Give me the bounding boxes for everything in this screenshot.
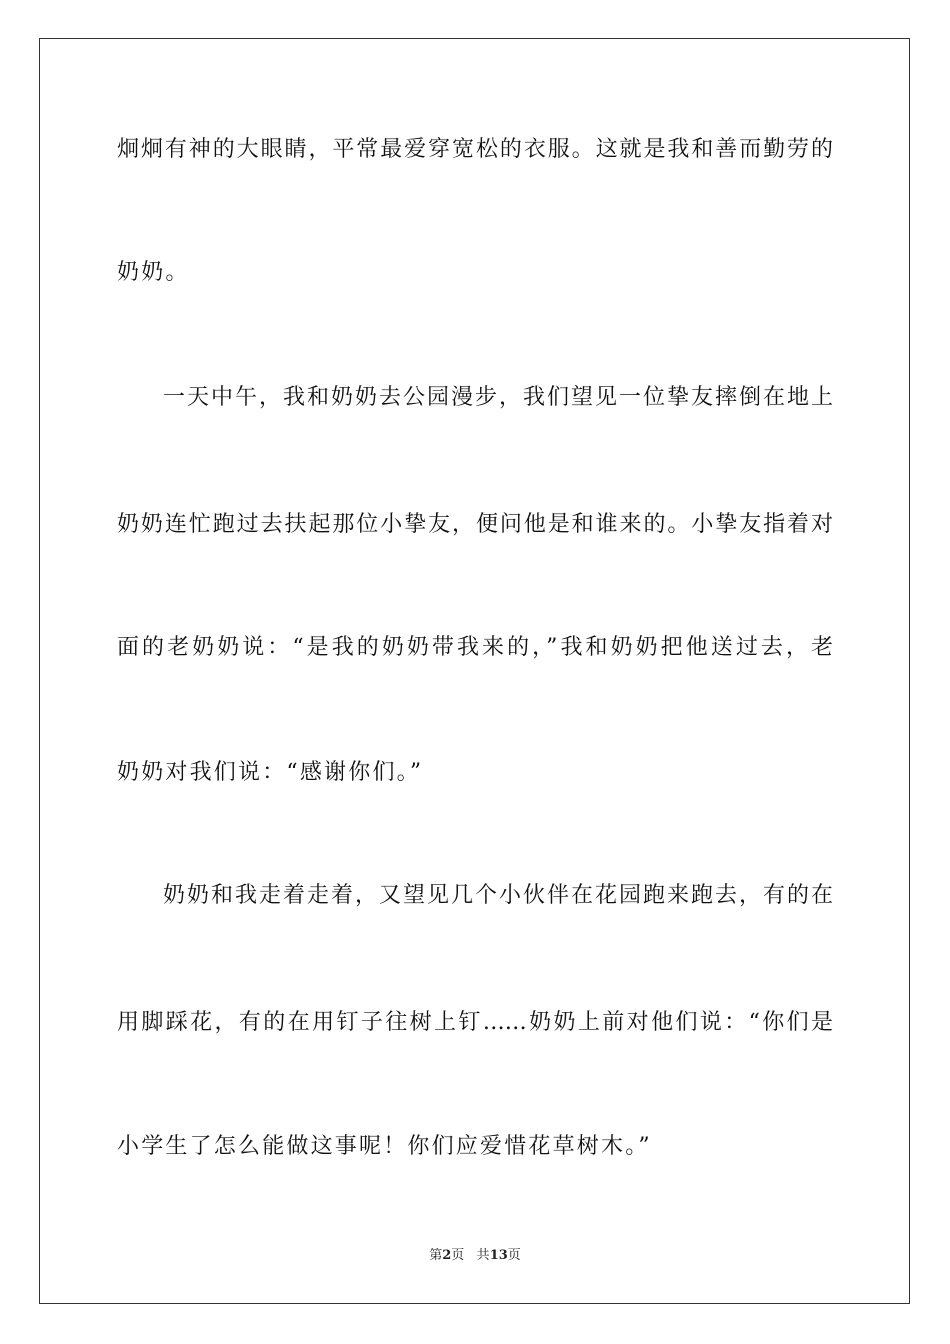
page-border [39,38,910,1304]
page-suffix: 页 [451,1248,465,1263]
paragraph-line: 奶奶连忙跑过去扶起那位小挚友，便问他是和谁来的。小挚友指着对 [117,512,833,537]
page-footer [0,1246,950,1266]
total-pages: 13 [489,1248,508,1263]
paragraph-line: 奶奶和我走着走着，又望见几个小伙伴在花园跑来跑去，有的在 [163,883,833,908]
paragraph-line: 用脚踩花，有的在用钉子往树上钉……奶奶上前对他们说：“你们是 [117,1010,833,1035]
total-suffix: 页 [507,1248,521,1263]
page-prefix: 第 [429,1248,443,1263]
paragraph-line: 奶奶。 [117,260,190,285]
paragraph-line: 面的老奶奶说：“是我的奶奶带我来的，”我和奶奶把他送过去，老 [117,635,833,660]
paragraph-line: 小学生了怎么能做这事呢！你们应爱惜花草树木。” [117,1134,652,1159]
paragraph-line: 奶奶对我们说：“感谢你们。” [117,760,424,785]
paragraph-line: 炯炯有神的大眼睛，平常最爱穿宽松的衣服。这就是我和善而勤劳的 [117,137,833,162]
total-prefix: 共 [476,1248,490,1263]
paragraph-line: 一天中午，我和奶奶去公园漫步，我们望见一位挚友摔倒在地上 [163,385,833,410]
page-number: 2 [442,1248,452,1263]
